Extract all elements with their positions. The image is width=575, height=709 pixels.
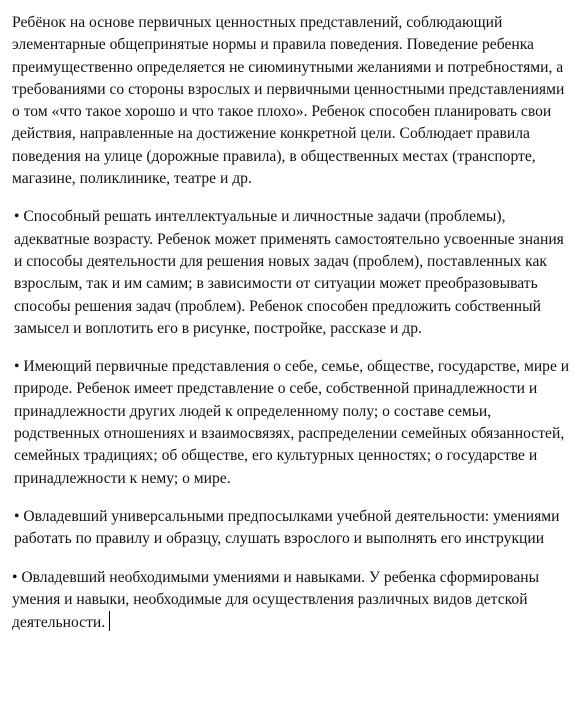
paragraph-2 — [12, 206, 573, 340]
paragraph-text: Овладевший необходимыми умениями и навыками. У ребенка сформированы умения и навыки, необходимые для осуществления различных видов детской деятельности. — [12, 568, 540, 632]
paragraph-1 — [12, 12, 573, 190]
paragraph-text: Имеющий первичные представления о себе, семье, обществе, государстве, мире и природе. Ребенок имеет представление о себе, собственной принадлежности и принадлежности других людей к определенному полу; о составе семьи, родственных отношениях и взаимосвязях, распределении семейных обязанностей, семейных традициях; об обществе, его культурных ценностях; о государстве и принадлежности к нему; о мире. — [14, 358, 570, 487]
paragraph-5 — [12, 567, 573, 635]
paragraph-text: Ребёнок на основе первичных ценностных представлений, соблюдающий элементарные общепринятые нормы и правила поведения. Поведение ребенка преимущественно определяется не сиюминутными желаниями и потребностями, а требованиями со стороны взрослых и первичными ценностными представлениями о том «что такое хорошо и что такое плохо». Ребенок способен планировать свои действия, направленные на достижение конкретной цели. Соблюдает правила поведения на улице (дорожные правила), в общественных местах (транспорте, магазине, поликлинике, театре и др. — [12, 14, 565, 188]
text-cursor — [109, 611, 110, 631]
paragraph-text: Способный решать интеллектуальные и личностные задачи (проблемы), адекватные возрасту. Ребенок может применять самостоятельно усвоенные знания и способы деятельности для решения новых задач (проблем), поставленных как взрослым, так и им самим; в зависимости от ситуации может преобразовывать способы решения задач (проблем). Ребенок способен предложить собственный замысел и воплотить его в рисунке, постройке, рассказе и др. — [14, 208, 564, 337]
bullet-icon: • — [12, 568, 18, 586]
paragraph-text: Овладевший универсальными предпосылками учебной деятельности: умениями работать по правилу и образцу, слушать взрослого и выполнять его инструкции — [14, 507, 560, 548]
paragraph-3 — [12, 356, 573, 490]
document-body[interactable] — [12, 12, 573, 650]
bullet-icon: • — [14, 208, 20, 226]
bullet-icon: • — [14, 507, 20, 525]
paragraph-4 — [12, 506, 573, 551]
bullet-icon: • — [14, 358, 20, 376]
